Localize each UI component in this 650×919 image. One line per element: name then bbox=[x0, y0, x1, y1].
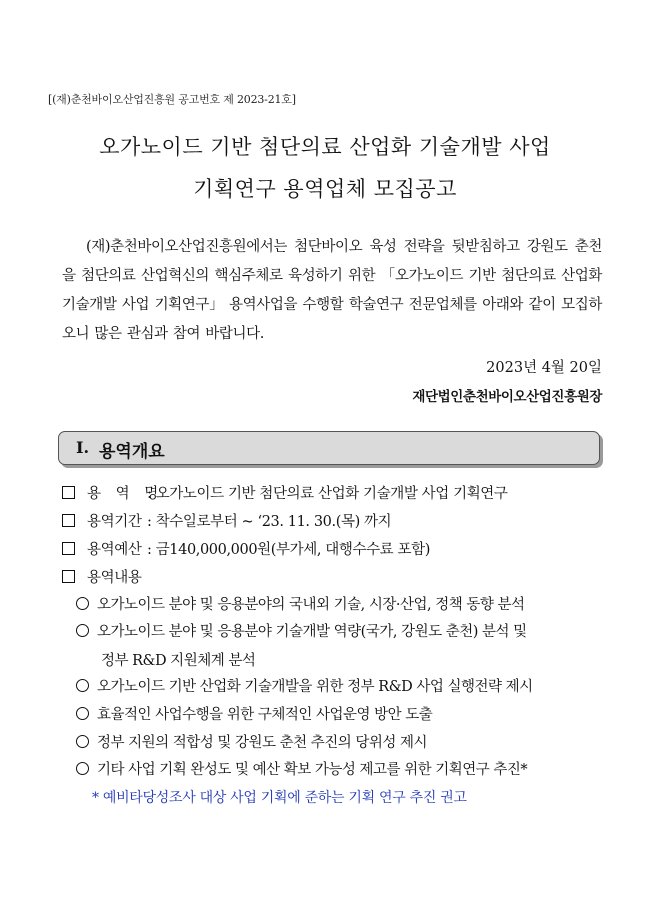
section-heading-overview bbox=[58, 431, 600, 465]
content-text: 기타 사업 기획 완성도 및 예산 확보 가능성 제고를 위한 기획연구 추진* bbox=[97, 762, 528, 778]
issuer-name: 재단법인춘천바이오산업진흥원장 bbox=[412, 389, 602, 405]
row-value: : 오가노이드 기반 첨단의료 산업화 기술개발 사업 기획연구 bbox=[147, 486, 508, 502]
notice-number: [(재)춘천바이오산업진흥원 공고번호 제 2023-21호] bbox=[48, 93, 296, 106]
content-text: 효율적인 사업수행을 위한 구체적인 사업운영 방안 도출 bbox=[97, 707, 433, 723]
row-value: : 금140,000,000원(부가세, 대행수수료 포함) bbox=[147, 542, 430, 558]
row-label: 용역예산 bbox=[87, 542, 142, 558]
overview-row-period bbox=[62, 510, 391, 531]
circle-bullet-icon bbox=[76, 679, 89, 692]
circle-bullet-icon bbox=[76, 735, 89, 748]
row-label: 용역내용 bbox=[87, 570, 142, 586]
checkbox-square-icon bbox=[62, 486, 75, 499]
section-number: I. bbox=[76, 438, 90, 457]
checkbox-square-icon bbox=[62, 570, 75, 583]
content-text: 오가노이드 기반 산업화 기술개발을 위한 정부 R&D 사업 실행전략 제시 bbox=[97, 679, 533, 695]
intro-paragraph: (재)춘천바이오산업진흥원에서는 첨단바이오 육성 전략을 뒷받침하고 강원도 춘천을 첨단의료 산업혁신의 핵심주체로 육성하기 위한 「오가노이드 기반 첨단의료 산업화 기술개발 사업 기획연구」 용역사업을 수행할 학술연구 전문업체를 아래와 같이 모집하오니 많은 관심과 참여 바랍니다. bbox=[62, 239, 602, 342]
circle-bullet-icon bbox=[76, 762, 89, 775]
content-text: 오가노이드 분야 및 응용분야의 국내외 기술, 시장·산업, 정책 동향 분석 bbox=[97, 597, 525, 613]
overview-row-content bbox=[62, 566, 141, 587]
content-item bbox=[76, 620, 606, 670]
content-item bbox=[76, 731, 606, 752]
title-line-2: 기획연구 용역업체 모집공고 bbox=[193, 177, 457, 201]
overview-row-budget bbox=[62, 538, 430, 559]
notice-date: 2023년 4월 20일 bbox=[486, 360, 602, 376]
row-value: : 착수일로부터 ~ ‘23. 11. 30.(목) 까지 bbox=[147, 514, 392, 530]
content-text: 오가노이드 분야 및 응용분야 기술개발 역량(국가, 강원도 춘천) 분석 및 bbox=[97, 624, 527, 640]
row-label: 용 역 명 bbox=[87, 486, 164, 502]
content-text: 정부 지원의 적합성 및 강원도 춘천 추진의 당위성 제시 bbox=[97, 735, 428, 751]
circle-bullet-icon bbox=[76, 707, 89, 720]
section-title: 용역개요 bbox=[99, 442, 165, 462]
checkbox-square-icon bbox=[62, 542, 75, 555]
content-text-continued: 정부 R&D 지원체계 분석 bbox=[101, 653, 256, 669]
row-label: 용역기간 bbox=[87, 514, 142, 530]
content-item bbox=[76, 593, 606, 614]
circle-bullet-icon bbox=[76, 624, 89, 637]
content-item bbox=[76, 758, 606, 779]
overview-row-name bbox=[62, 482, 508, 503]
checkbox-square-icon bbox=[62, 514, 75, 527]
content-item bbox=[76, 675, 606, 696]
content-item bbox=[76, 703, 606, 724]
circle-bullet-icon bbox=[76, 597, 89, 610]
title-line-1: 오가노이드 기반 첨단의료 산업화 기술개발 사업 bbox=[99, 135, 551, 159]
footnote: * 예비타당성조사 대상 사업 기획에 준하는 기획 연구 추진 권고 bbox=[92, 790, 467, 806]
